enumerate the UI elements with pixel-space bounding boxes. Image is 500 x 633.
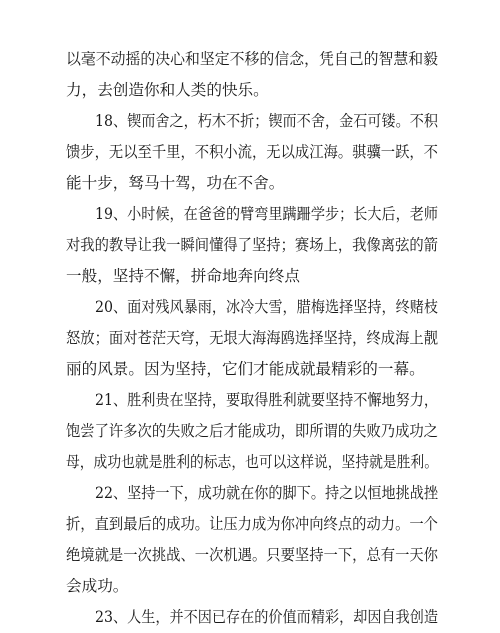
text-line: 19、小时候，在爸爸的臂弯里蹒跚学步；长大后，老师	[95, 205, 438, 223]
text-line: 绝境就是一次挑战、一次机遇。只要坚持一下，总有一天你	[66, 546, 438, 564]
text-line: 以毫不动摇的决心和坚定不移的信念，凭自己的智慧和毅	[66, 50, 438, 68]
paragraph	[66, 44, 438, 106]
text-line: 折，直到最后的成功。让压力成为你冲向终点的动力。一个	[66, 515, 438, 533]
paragraph	[66, 385, 438, 478]
paragraph	[66, 106, 438, 199]
text-line: 18、锲而舍之，朽木不折；锲而不舍，金石可镂。不积	[95, 112, 438, 130]
text-line: 21、胜利贵在坚持，要取得胜利就要坚持不懈地努力，	[95, 391, 438, 409]
text-line: 饱尝了许多次的失败之后才能成功，即所谓的失败乃成功之	[66, 422, 438, 440]
text-line: 20、面对残风暴雨，冰冷大雪，腊梅选择坚持，终赌枝	[95, 298, 438, 316]
text-line: 馈步，无以至千里，不积小流，无以成江海。骐骥一跃，不	[66, 143, 438, 161]
text-line: 会成功。	[66, 577, 129, 595]
text-line: 22、坚持一下，成功就在你的脚下。持之以恒地挑战挫	[95, 484, 438, 502]
paragraph	[66, 602, 438, 633]
text-line: 丽的风景。因为坚持，它们才能成就最精彩的一幕。	[66, 360, 425, 378]
text-line: 一般，坚持不懈，拼命地奔向终点	[66, 267, 300, 285]
text-line: 能十步，驽马十驾，功在不舍。	[66, 174, 285, 192]
document-body	[66, 44, 438, 633]
text-line: 23、人生，并不因已存在的价值而精彩，却因自我创造	[95, 608, 438, 626]
text-line: 母，成功也就是胜利的标志，也可以这样说，坚持就是胜利。	[66, 453, 438, 471]
paragraph	[66, 292, 438, 385]
paragraph	[66, 478, 438, 602]
paragraph	[66, 199, 438, 292]
text-line: 对我的教导让我一瞬间懂得了坚持；赛场上，我像离弦的箭	[66, 236, 438, 254]
text-line: 怒放；面对苍茫天穹，无垠大海海鸥选择坚持，终成海上靓	[66, 329, 438, 347]
text-line: 力，去创造你和人类的快乐。	[66, 81, 269, 99]
